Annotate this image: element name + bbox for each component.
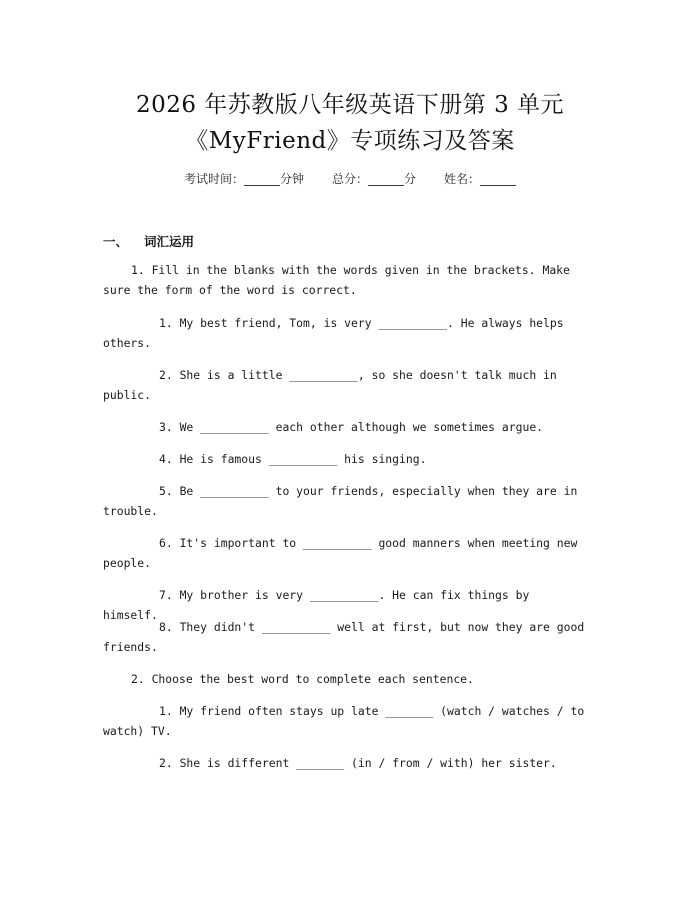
exam-meta [0,170,700,187]
section-number: 一、 [103,234,129,249]
section-heading [103,232,194,250]
q2-instruction: 2. Choose the best word to complete each sentence. [131,672,474,686]
q1-item-8: 8. They didn't __________ well at first, but now they are good friends. [103,620,585,654]
q1-instruction: 1. Fill in the blanks with the words given in the brackets. Make sure the form of the word is correct. [103,263,570,297]
section-title: 词汇运用 [144,234,195,249]
exam-score: 总分：______分 [331,172,416,186]
q1-item-2: 2. She is a little __________, so she doesn't talk much in public. [103,368,557,402]
exam-time: 考试时间：______分钟 [183,172,304,186]
document-title-line1: 2026 年苏教版八年级英语下册第 3 单元 [135,92,565,118]
q1-item-4: 4. He is famous __________ his singing. [159,452,427,466]
q1-item-1: 1. My best friend, Tom, is very __________. He always helps others. [103,316,564,350]
q2-item-1: 1. My friend often stays up late _______ (watch / watches / to watch) TV. [103,704,585,738]
student-name: 姓名：______ [444,172,517,186]
q1-item-7: 7. My brother is very __________. He can fix things by himself. [103,588,530,622]
q1-item-3: 3. We __________ each other although we sometimes argue. [159,420,544,434]
q1-item-6: 6. It's important to __________ good manners when meeting new people. [103,536,578,570]
document-title-line2: 《MyFriend》专项练习及答案 [185,128,515,154]
q2-item-2: 2. She is different _______ (in / from / with) her sister. [159,756,557,770]
q1-item-5: 5. Be __________ to your friends, especially when they are in trouble. [103,484,578,518]
